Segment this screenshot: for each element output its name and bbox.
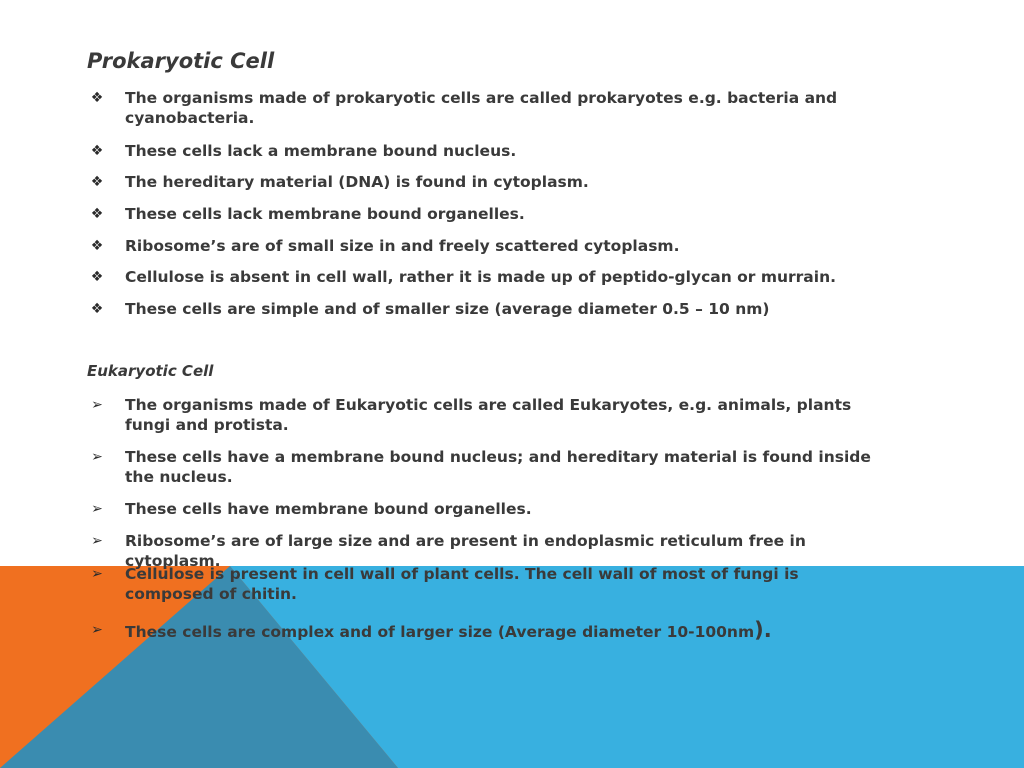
item-text: These cells lack membrane bound organelles. bbox=[125, 205, 525, 223]
arrow-bullet-icon: ➢ bbox=[91, 533, 103, 549]
prokaryotic-list-item bbox=[87, 172, 887, 192]
item-text: These cells have membrane bound organelles. bbox=[125, 500, 532, 518]
item-text-suffix: ). bbox=[754, 618, 772, 642]
arrow-bullet-icon: ➢ bbox=[91, 397, 103, 413]
item-text bbox=[125, 620, 887, 642]
item-text: The organisms made of Eukaryotic cells are called Eukaryotes, e.g. animals, plants fungi and protista. bbox=[125, 396, 852, 434]
prokaryotic-list-item bbox=[87, 141, 887, 161]
diamond-bullet-icon: ❖ bbox=[90, 238, 104, 254]
prokaryotic-list-item bbox=[87, 267, 887, 287]
item-text: Ribosome’s are of small size in and freely scattered cytoplasm. bbox=[125, 237, 680, 255]
eukaryotic-list-item bbox=[87, 564, 887, 604]
item-text: The hereditary material (DNA) is found in cytoplasm. bbox=[125, 173, 589, 191]
diamond-bullet-icon: ❖ bbox=[90, 269, 104, 285]
item-text: These cells have a membrane bound nucleus; and hereditary material is found inside the nucleus. bbox=[125, 448, 871, 486]
arrow-bullet-icon: ➢ bbox=[91, 622, 103, 638]
diamond-bullet-icon: ❖ bbox=[90, 301, 104, 317]
eukaryotic-list-item bbox=[87, 395, 887, 435]
eukaryotic-list-item bbox=[87, 499, 887, 519]
arrow-bullet-icon: ➢ bbox=[91, 449, 103, 465]
item-text: The organisms made of prokaryotic cells are called prokaryotes e.g. bacteria and cyanobacteria. bbox=[125, 89, 838, 127]
prokaryotic-list-item bbox=[87, 299, 887, 319]
eukaryotic-cell-heading: Eukaryotic Cell bbox=[87, 362, 214, 380]
arrow-bullet-icon: ➢ bbox=[91, 501, 103, 517]
prokaryotic-list-item bbox=[87, 88, 887, 128]
item-text: Cellulose is absent in cell wall, rather it is made up of peptido-glycan or murrain. bbox=[125, 268, 837, 286]
arrow-bullet-icon: ➢ bbox=[91, 566, 103, 582]
diamond-bullet-icon: ❖ bbox=[90, 90, 104, 106]
prokaryotic-cell-heading: Prokaryotic Cell bbox=[87, 49, 275, 73]
item-text: These cells are simple and of smaller size (average diameter 0.5 – 10 nm) bbox=[125, 300, 770, 318]
item-text: Cellulose is present in cell wall of plant cells. The cell wall of most of fungi is composed of chitin. bbox=[125, 565, 799, 603]
item-text-main: These cells are complex and of larger size (Average diameter 10-100nm bbox=[125, 623, 755, 641]
diamond-bullet-icon: ❖ bbox=[90, 206, 104, 222]
prokaryotic-list-item bbox=[87, 236, 887, 256]
eukaryotic-list-item bbox=[87, 447, 887, 487]
eukaryotic-list-item bbox=[87, 620, 887, 642]
item-text: Ribosome’s are of large size and are present in endoplasmic reticulum free in cytoplasm. bbox=[125, 532, 806, 570]
item-text: These cells lack a membrane bound nucleus. bbox=[125, 142, 517, 160]
prokaryotic-list-item bbox=[87, 204, 887, 224]
diamond-bullet-icon: ❖ bbox=[90, 143, 104, 159]
diamond-bullet-icon: ❖ bbox=[90, 174, 104, 190]
